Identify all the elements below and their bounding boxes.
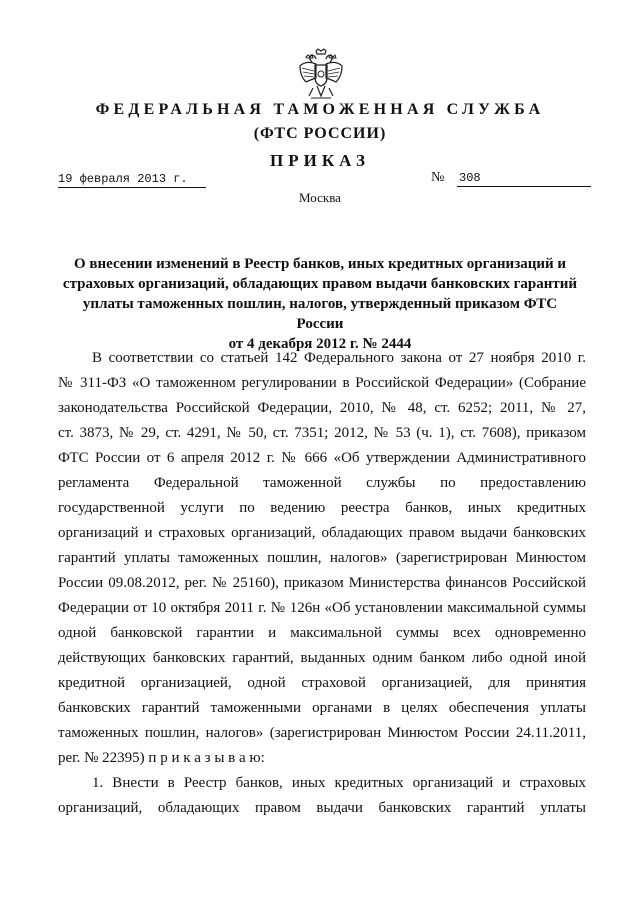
number-sign: № [431,170,445,185]
document-title [60,254,580,354]
body-line: Федерации от 10 октября 2011 г. № 126н «Об установлении максимальной суммы [58,600,586,616]
body-line: регламента Федеральной таможенной службы по предоставлению [58,475,586,491]
document-number: 308 [459,171,481,185]
date-field [58,171,206,188]
body-line: № 311-ФЗ «О таможенном регулировании в Российской Федерации» (Собрание [58,375,586,391]
body-line: организаций и страховых организаций, обладающих правом выдачи банковских [58,525,586,541]
body-line: 1. Внести в Реестр банков, иных кредитных организаций и страховых [92,775,586,791]
agency-name: ФЕДЕРАЛЬНАЯ ТАМОЖЕННАЯ СЛУЖБА [95,101,545,118]
body-line: действующих банковских гарантий, выданных одним банком либо одной иной [58,650,586,666]
document-body [58,346,586,821]
title-line: страховых организаций, обладающих правом выдачи банковских гарантий [62,276,578,292]
body-line: таможенных пошлин, налогов» (зарегистрирован Минюстом России 24.11.2011, [58,725,586,741]
body-line: В соответствии со статьей 142 Федерального закона от 27 ноября 2010 г. [92,350,586,366]
body-line: банковских гарантий таможенными органами в целях обеспечения уплаты [58,700,586,716]
body-line: России 09.08.2012, рег. № 25160), приказом Министерства финансов Российской [58,575,586,591]
number-field [431,171,591,187]
title-line: О внесении изменений в Реестр банков, иных кредитных организаций и [73,256,567,272]
coat-of-arms-icon [298,48,344,102]
body-line: гарантий уплаты таможенных пошлин, налогов» (зарегистрирован Минюстом [58,550,586,566]
body-line: законодательства Российской Федерации, 2010, № 48, ст. 6252; 2011, № 27, [58,400,586,416]
body-line: организаций, обладающих правом выдачи банковских гарантий уплаты [58,800,586,816]
agency-short-name: (ФТС РОССИИ) [253,125,387,142]
city: Москва [299,190,341,205]
document-date: 19 февраля 2013 г. [58,172,188,186]
title-line: уплаты таможенных пошлин, налогов, утвержденный приказом ФТС России [82,296,558,332]
body-line: ст. 3873, № 29, ст. 4291, № 50, ст. 7351; 2012, № 53 (ч. 1), ст. 7608), приказом [58,425,586,441]
body-line: кредитной организацией, одной страховой организацией, для принятия [58,675,586,691]
body-line: рег. № 22395) п р и к а з ы в а ю: [58,750,265,766]
body-line: одной банковской гарантии и максимальной суммы всех одновременно [58,625,586,641]
body-line: ФТС России от 6 апреля 2012 г. № 666 «Об утверждении Административного [58,450,586,466]
document-type: ПРИКАЗ [270,151,370,170]
body-line: государственной услуги по ведению реестра банков, иных кредитных [58,500,586,516]
title-line: от 4 декабря 2012 г. № 2444 [228,336,412,352]
